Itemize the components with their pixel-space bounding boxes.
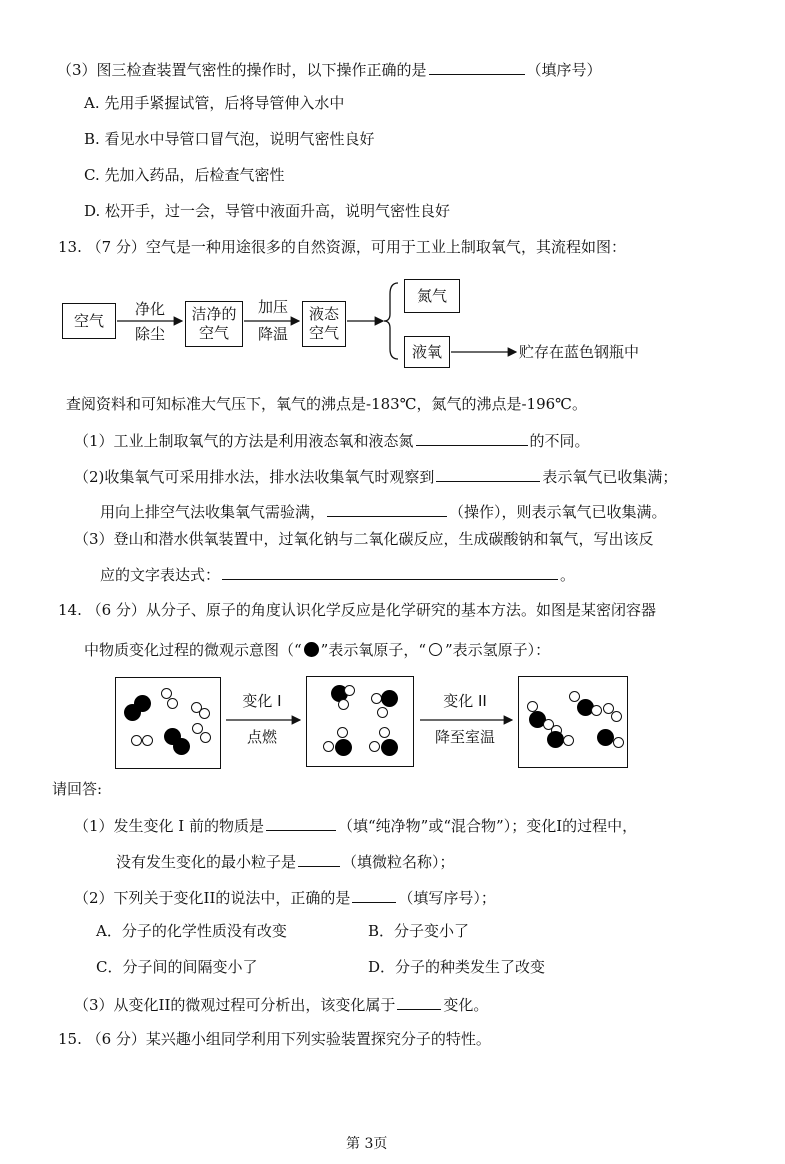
q14-p1: （1）发生变化 I 前的物质是 （填“纯净物”或“混合物”）；变化I的过程中， bbox=[74, 814, 637, 836]
q13-p1: （1）工业上制取氧气的方法是利用液态氧和液态氮 的不同。 bbox=[74, 429, 590, 451]
flow-step1-bottom: 除尘 bbox=[134, 325, 165, 343]
q14-p3: （3）从变化II的微观过程可分析出，该变化属于 变化。 bbox=[74, 993, 488, 1015]
flow-step2-top: 加压 bbox=[257, 298, 288, 316]
flow-liquid-oxygen-box: 液氧 bbox=[404, 336, 450, 368]
answer-blank[interactable] bbox=[266, 814, 336, 831]
q13-stem: 13. （7 分）空气是一种用途很多的自然资源，可用于工业上制取氧气，其流程如图： bbox=[58, 238, 626, 256]
flow-air-box: 空气 bbox=[62, 303, 116, 339]
q13-info: 查阅资料和可知标准大气压下，氧气的沸点是-183℃，氮气的沸点是-196℃。 bbox=[66, 395, 587, 413]
flow-step1-top: 净化 bbox=[134, 300, 165, 318]
change-2-condition: 降至室温 bbox=[434, 728, 495, 746]
answer-blank[interactable] bbox=[298, 850, 340, 867]
q12-option-c: C. 先加入药品，后检查气密性 bbox=[84, 166, 285, 184]
flow-clean-air-box: 洁净的 空气 bbox=[185, 301, 243, 347]
q14-stem: 14. （6 分）从分子、原子的角度认识化学反应是化学研究的基本方法。如图是某密闭容器 bbox=[58, 601, 656, 619]
q15-stem: 15. （6 分）某兴趣小组同学利用下列实验装置探究分子的特性。 bbox=[58, 1030, 491, 1048]
q14-p2: （2）下列关于变化II的说法中，正确的是 （填写序号）； bbox=[74, 886, 496, 908]
q14-option-a: A．分子的化学性质没有改变 bbox=[96, 922, 287, 940]
flow-storage-label: 贮存在蓝色钢瓶中 bbox=[519, 343, 640, 361]
answer-blank[interactable] bbox=[397, 993, 441, 1010]
q14-stem-cont: 中物质变化过程的微观示意图（“ ”表示氧原子，“ ”表示氢原子）： bbox=[84, 641, 551, 659]
page-number: 第 3页 bbox=[346, 1136, 388, 1152]
flow-liquid-air-box: 液态 空气 bbox=[302, 301, 346, 347]
q13-p2-cont: 用向上排空气法收集氧气需验满， （操作），则表示氧气已收集满。 bbox=[100, 500, 667, 522]
q13-p2: （2)收集氧气可采用排水法，排水法收集氧气时观察到 表示氧气已收集满； bbox=[74, 465, 677, 487]
q14-option-c: C．分子间的间隔变小了 bbox=[96, 958, 258, 976]
q14-p1-cont: 没有发生变化的最小粒子是 （填微粒名称）； bbox=[116, 850, 455, 872]
q14-option-b: B．分子变小了 bbox=[368, 922, 470, 940]
q12-stem: （3）图三检查装置气密性的操作时，以下操作正确的是 （填序号） bbox=[57, 58, 602, 80]
q12-option-b: B. 看见水中导管口冒气泡，说明气密性良好 bbox=[84, 130, 375, 148]
change-1-condition: 点燃 bbox=[246, 728, 277, 746]
q12-option-d: D. 松开手，过一会，导管中液面升高，说明气密性良好 bbox=[84, 202, 451, 220]
change-1-label: 变化 I bbox=[242, 692, 282, 710]
change-2-label: 变化 II bbox=[443, 692, 487, 710]
flow-step2-bottom: 降温 bbox=[257, 325, 288, 343]
q14-option-d: D．分子的种类发生了改变 bbox=[368, 958, 546, 976]
q12-option-a: A. 先用手紧握试管，后将导管伸入水中 bbox=[84, 94, 345, 112]
please-answer: 请回答: bbox=[52, 780, 103, 798]
flow-nitrogen-box: 氮气 bbox=[404, 279, 460, 313]
answer-blank[interactable] bbox=[352, 886, 396, 903]
q13-p3-cont: 应的文字表达式： 。 bbox=[100, 563, 575, 585]
q13-p3: （3）登山和潜水供氧装置中，过氧化钠与二氧化碳反应，生成碳酸钠和氧气，写出该反 bbox=[74, 530, 654, 548]
